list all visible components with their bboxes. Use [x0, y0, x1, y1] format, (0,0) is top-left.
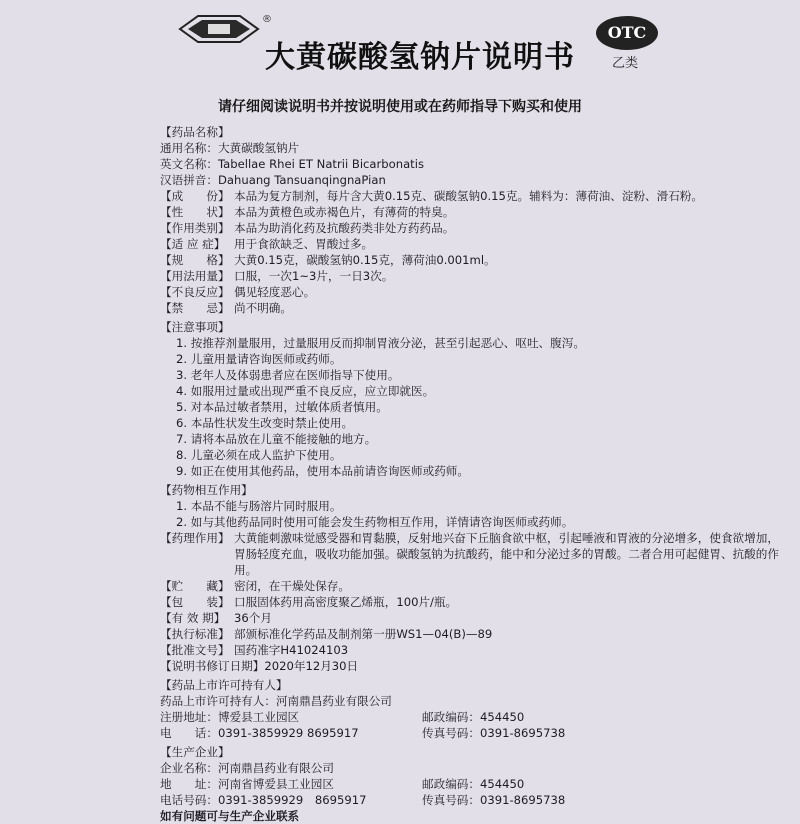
- section-heading: 【药品名称】: [160, 125, 230, 139]
- mah-section: [160, 677, 780, 741]
- section-heading: 【药物相互作用】: [160, 483, 253, 497]
- phone-value: 0391-3859929 8695917: [217, 726, 359, 740]
- phone-label: 电话号码：: [160, 793, 218, 807]
- field-value: 本品为助消化药及抗酸药类非处方药药品。: [234, 221, 455, 235]
- field-row: [160, 610, 780, 626]
- pinyin-label: 汉语拼音：: [160, 173, 218, 187]
- section-heading: 【注意事项】: [160, 320, 230, 334]
- field-value: 尚不明确。: [234, 301, 292, 315]
- field-row: [160, 268, 780, 284]
- field-list: [160, 188, 780, 316]
- interactions-section: [160, 482, 780, 530]
- field-row: [160, 594, 780, 610]
- postcode-label: 邮政编码：: [422, 777, 480, 791]
- list-item: 8. 儿童必须在成人监护下使用。: [176, 448, 342, 462]
- field-label: 【作用类别】: [160, 221, 230, 235]
- drug-name-section: [160, 124, 780, 188]
- company-name-label: 企业名称：: [160, 761, 218, 775]
- field-value: 大黄能刺激味觉感受器和胃黏膜，反射地兴奋下丘脑食欲中枢，引起唾液和胃液的分泌增多，使食欲增加，胃肠轻度充血，吸收功能加强。碳酸氢钠为抗酸药，能中和分泌过多的胃酸。二者合用可起健胃、抗酸的作用。: [234, 531, 779, 577]
- list-item: 9. 如正在使用其他药品，使用本品前请咨询医师或药师。: [176, 464, 469, 478]
- field-value: 36个月: [234, 611, 272, 625]
- field-value: 本品为黄橙色或赤褐色片，有薄荷的特臭。: [234, 205, 455, 219]
- fax-label: 传真号码：: [422, 726, 480, 740]
- field-row: [160, 300, 780, 316]
- field-label: 【规 格】: [160, 253, 230, 267]
- field-value: 大黄0.15克，碳酸氢钠0.15克，薄荷油0.001ml。: [234, 253, 496, 267]
- phone-value: 0391-3859929 8695917: [217, 793, 367, 807]
- generic-name-value: 大黄碳酸氢钠片: [217, 141, 300, 155]
- postcode-value: 454450: [479, 710, 525, 724]
- fax-value: 0391-8695738: [479, 793, 566, 807]
- list-item: 2. 如与其他药品同时使用可能会发生药物相互作用，详情请咨询医师或药师。: [176, 515, 574, 529]
- field-value: 口服固体药用高密度聚乙烯瓶，100片/瓶。: [234, 595, 458, 609]
- company-name-value: 河南鼎昌药业有限公司: [217, 761, 334, 775]
- field-row: [160, 204, 780, 220]
- field-value: 密闭，在干燥处保存。: [234, 579, 350, 593]
- field-label: 【药理作用】: [160, 531, 230, 545]
- postcode-value: 454450: [479, 777, 525, 791]
- address-value: 河南省博爱县工业园区: [217, 777, 334, 791]
- list-item: 2. 儿童用量请咨询医师或药师。: [176, 352, 342, 366]
- list-item: 1. 按推荐剂量服用，过量服用反而抑制胃液分泌，甚至引起恶心、呕吐、腹泻。: [176, 336, 585, 350]
- list-item: 3. 老年人及体弱患者应在医师指导下使用。: [176, 368, 400, 382]
- field-value: 口服，一次1~3片，一日3次。: [234, 269, 394, 283]
- list-item: 5. 对本品过敏者禁用，过敏体质者慎用。: [176, 400, 388, 414]
- field-list: [160, 530, 780, 674]
- usage-instruction: 请仔细阅读说明书并按说明使用或在药师指导下购买和使用: [218, 99, 582, 115]
- address-value: 博爱县工业园区: [217, 710, 300, 724]
- holder-label: 药品上市许可持有人：: [160, 694, 276, 708]
- otc-class: 乙类: [612, 56, 639, 71]
- field-value: 偶见轻度恶心。: [234, 285, 316, 299]
- leaflet-content: [160, 124, 780, 824]
- field-label: 【包 装】: [160, 595, 230, 609]
- fax-value: 0391-8695738: [479, 726, 566, 740]
- section-heading: 【药品上市许可持有人】: [160, 678, 288, 692]
- field-value: 用于食欲缺乏、胃酸过多。: [234, 237, 374, 251]
- field-label: 【适 应 症】: [160, 237, 226, 251]
- field-row: [160, 284, 780, 300]
- section-heading: 【生产企业】: [160, 745, 230, 759]
- field-label: 【批准文号】: [160, 643, 230, 657]
- postcode-label: 邮政编码：: [422, 710, 480, 724]
- english-name-label: 英文名称：: [160, 157, 218, 171]
- field-value: 本品为复方制剂，每片含大黄0.15克、碳酸氢钠0.15克。辅料为：薄荷油、淀粉、滑石粉。: [234, 189, 704, 203]
- address-label: 注册地址：: [160, 710, 218, 724]
- field-row: [160, 236, 780, 252]
- field-label: 【不良反应】: [160, 285, 230, 299]
- field-label: 【贮 藏】: [160, 579, 230, 593]
- field-value: 2020年12月30日: [264, 659, 359, 673]
- field-row: [160, 578, 780, 594]
- field-row: [160, 626, 780, 642]
- field-label: 【用法用量】: [160, 269, 230, 283]
- field-value: 国药准字H41024103: [234, 643, 349, 657]
- field-label: 【性 状】: [160, 205, 230, 219]
- document-title: 大黄碳酸氢钠片说明书: [265, 40, 575, 75]
- field-row: [160, 530, 780, 578]
- english-name-value: Tabellae Rhei ET Natrii Bicarbonatis: [217, 157, 424, 171]
- field-label: 【有 效 期】: [160, 611, 226, 625]
- field-label: 【说明书修订日期】: [160, 659, 265, 673]
- list-item: 7. 请将本品放在儿童不能接触的地方。: [176, 432, 377, 446]
- field-label: 【成 份】: [160, 189, 230, 203]
- field-value: 部颁标准化学药品及制剂第一册WS1—04(B)—89: [234, 627, 493, 641]
- holder-value: 河南鼎昌药业有限公司: [275, 694, 392, 708]
- generic-name-label: 通用名称：: [160, 141, 218, 155]
- list-item: 6. 本品性状发生改变时禁止使用。: [176, 416, 354, 430]
- address-label: 地 址：: [160, 777, 218, 791]
- list-item: 4. 如服用过量或出现严重不良反应，应立即就医。: [176, 384, 435, 398]
- field-row: [160, 220, 780, 236]
- field-row: [160, 642, 780, 658]
- field-label: 【执行标准】: [160, 627, 230, 641]
- brand-logo-icon: [178, 14, 260, 44]
- field-label: 【禁 忌】: [160, 301, 230, 315]
- manufacturer-section: [160, 744, 780, 808]
- field-row: [160, 658, 780, 674]
- field-row: [160, 188, 780, 204]
- phone-label: 电 话：: [160, 726, 218, 740]
- fax-label: 传真号码：: [422, 793, 480, 807]
- registered-mark: ®: [262, 14, 272, 25]
- field-row: [160, 252, 780, 268]
- otc-badge: OTC: [596, 16, 658, 50]
- precautions-section: [160, 319, 780, 479]
- footer-contact-note: 如有问题可与生产企业联系: [160, 809, 300, 823]
- list-item: 1. 本品不能与肠溶片同时服用。: [176, 499, 342, 513]
- pinyin-value: Dahuang TansuanqingnaPian: [217, 173, 386, 187]
